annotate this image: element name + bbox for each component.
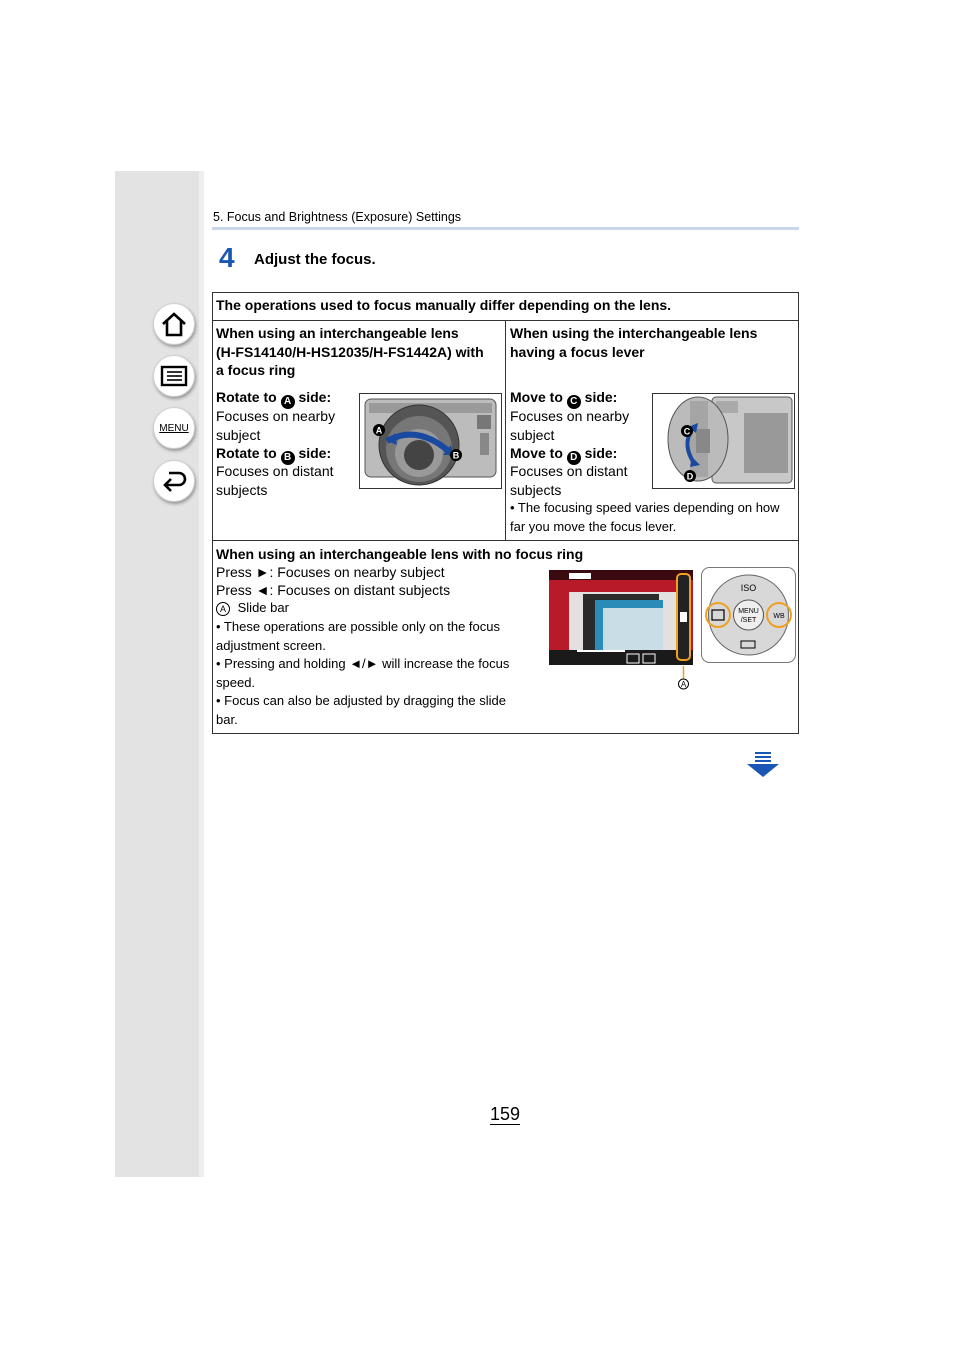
- step-title: Adjust the focus.: [254, 251, 376, 268]
- row-divider: [213, 540, 798, 541]
- return-arrow-icon: [160, 468, 188, 494]
- column-divider: [505, 320, 506, 540]
- page-number: 159: [490, 1104, 521, 1124]
- move-c-desc: [510, 407, 629, 444]
- rotate-a-label: [216, 388, 331, 409]
- header-divider: [212, 227, 799, 230]
- bullet-item: [216, 692, 506, 729]
- move-c-label: [510, 388, 617, 409]
- back-button[interactable]: [153, 460, 195, 502]
- focus-ring-lens-illustration: [359, 393, 502, 489]
- badge-b: B: [281, 451, 295, 465]
- bullet-line: • Focus can also be adjusted by dragging the slide: [216, 693, 507, 708]
- label-prefix: Rotate to: [216, 445, 277, 461]
- heading-line: having a focus lever: [510, 343, 645, 360]
- label-prefix: Rotate to: [216, 389, 277, 405]
- rotate-a-desc: [216, 407, 335, 444]
- heading-line: When using the interchangeable lens: [510, 325, 758, 341]
- legend-badge-a: A: [216, 602, 230, 616]
- desc-line: Focuses on distant: [510, 463, 628, 479]
- badge-b-label: B: [452, 450, 460, 461]
- bullet-line: bar.: [216, 711, 238, 727]
- badge-d: D: [567, 451, 581, 465]
- home-icon: [160, 311, 188, 337]
- desc-line: Focuses on nearby: [216, 408, 336, 424]
- badge-d-label: D: [686, 471, 694, 482]
- section-header: 5. Focus and Brightness (Exposure) Settings: [213, 210, 462, 224]
- desc-line: Focuses on distant: [216, 463, 334, 479]
- press-left-text: Press ◄: Focuses on distant subjects: [216, 582, 451, 598]
- contents-button[interactable]: [153, 355, 195, 397]
- desc-line: subjects: [216, 481, 268, 498]
- control-dial-illustration: [701, 567, 796, 663]
- bullet-line: speed.: [216, 674, 256, 690]
- heading-line: (H-FS14140/H-HS12035/H-FS1442A) with: [216, 343, 484, 360]
- bullet-item: [216, 618, 500, 655]
- desc-line: subject: [216, 426, 261, 443]
- focus-ring-heading: [216, 324, 484, 380]
- bullet-line: • Pressing and holding ◄/► will increase the focus: [216, 656, 510, 671]
- heading-line: a focus ring: [216, 362, 296, 378]
- menu-button[interactable]: [153, 407, 195, 449]
- note-line: far you move the focus lever.: [510, 518, 677, 534]
- slide-bar-legend: [216, 599, 289, 618]
- bullet-line: adjustment screen.: [216, 637, 326, 653]
- list-icon: [160, 364, 188, 388]
- next-page-arrow-icon[interactable]: [746, 752, 780, 778]
- desc-line: subjects: [510, 481, 562, 498]
- slide-bar-label: Slide bar: [237, 600, 289, 615]
- home-button[interactable]: [153, 303, 195, 345]
- note-line: • The focusing speed varies depending on how: [510, 500, 780, 515]
- label-prefix: Move to: [510, 389, 563, 405]
- dial-iso-label: ISO: [740, 583, 757, 593]
- table-intro: The operations used to focus manually differ depending on the lens.: [216, 297, 672, 313]
- badge-a-label: A: [375, 425, 383, 436]
- menu-label: MENU: [159, 422, 189, 434]
- step-number: 4: [219, 242, 235, 273]
- focus-lever-heading: [510, 324, 757, 361]
- badge-c: C: [567, 395, 581, 409]
- label-suffix: side:: [298, 445, 332, 461]
- dial-set-label: /SET: [740, 617, 757, 624]
- bullet-item: [216, 655, 509, 692]
- focus-lever-lens-illustration: [652, 393, 795, 489]
- desc-line: subject: [510, 426, 555, 443]
- no-focus-ring-heading: When using an interchangeable lens with no focus ring: [216, 546, 584, 562]
- dial-wb-label: WB: [773, 613, 785, 620]
- rotate-b-desc: [216, 462, 334, 499]
- label-prefix: Move to: [510, 445, 563, 461]
- badge-c-label: C: [683, 426, 691, 437]
- desc-line: Focuses on nearby: [510, 408, 630, 424]
- bullet-line: • These operations are possible only on the focus: [216, 619, 500, 634]
- label-suffix: side:: [298, 389, 332, 405]
- label-suffix: side:: [584, 445, 618, 461]
- focus-speed-note: [510, 499, 780, 536]
- move-d-desc: [510, 462, 628, 499]
- label-suffix: side:: [584, 389, 618, 405]
- focus-operations-table: [212, 292, 799, 734]
- badge-a: A: [281, 395, 295, 409]
- dial-menu-label: MENU: [738, 608, 759, 615]
- side-nav-edge: [199, 171, 204, 1177]
- heading-line: When using an interchangeable lens: [216, 325, 459, 341]
- focus-screen-illustration: [549, 570, 693, 690]
- press-right-text: Press ►: Focuses on nearby subject: [216, 564, 445, 580]
- callout-badge-a: A: [680, 680, 687, 689]
